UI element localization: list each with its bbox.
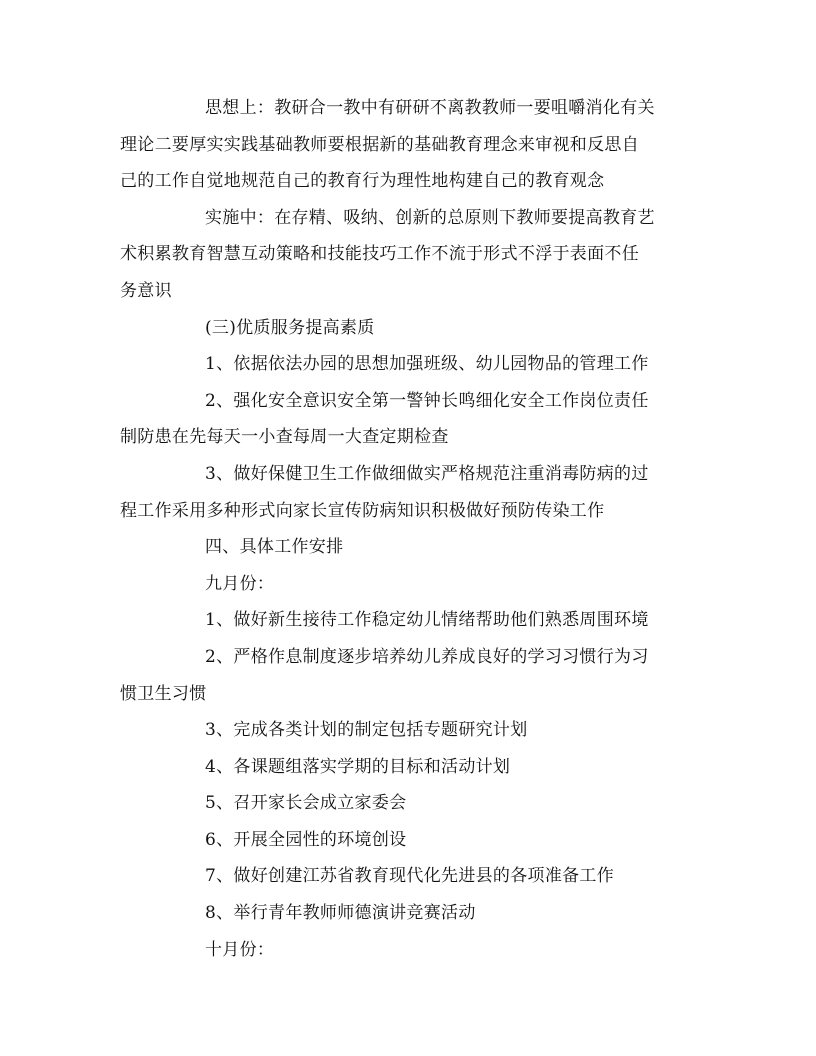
- list-item: 1、做好新生接待工作稳定幼儿情绪帮助他们熟悉周围环境: [205, 610, 649, 631]
- section-heading: 四、具体工作安排: [205, 537, 344, 558]
- month-heading: 九月份：: [205, 573, 275, 594]
- list-item: 1、依据依法办园的思想加强班级、幼儿园物品的管理工作: [205, 354, 649, 375]
- list-item: 4、各课题组落实学期的目标和活动计划: [205, 756, 511, 777]
- list-item-continuation: 程工作采用多种形式向家长宣传防病知识积极做好预防传染工作: [120, 500, 605, 521]
- paragraph-line: 术积累教育智慧互动策略和技能技巧工作不流于形式不浮于表面不任: [120, 244, 639, 265]
- list-item: 5、召开家长会成立家委会: [205, 793, 407, 814]
- list-item: 2、强化安全意识安全第一警钟长鸣细化安全工作岗位责任: [205, 390, 649, 411]
- list-item: 7、做好创建江苏省教育现代化先进县的各项准备工作: [205, 866, 615, 887]
- paragraph-line: 务意识: [120, 280, 172, 301]
- paragraph-line: 己的工作自觉地规范自己的教育行为理性地构建自己的教育观念: [120, 171, 605, 192]
- paragraph-line: 思想上：教研合一教中有研研不离教教师一要咀嚼消化有关: [205, 98, 655, 118]
- list-item: 6、开展全园性的环境创设: [205, 829, 407, 850]
- paragraph-line: 实施中：在存精、吸纳、创新的总原则下教师要提高教育艺: [205, 207, 655, 228]
- document-body: [120, 90, 695, 968]
- paragraph-line: 理论二要厚实实践基础教师要根据新的基础教育理念来审视和反思自: [120, 134, 639, 155]
- list-item: 3、完成各类计划的制定包括专题研究计划: [205, 720, 528, 741]
- section-heading: (三)优质服务提高素质: [205, 317, 375, 338]
- list-item-continuation: 惯卫生习惯: [120, 683, 207, 704]
- list-item: 8、举行青年教师师德演讲竞赛活动: [205, 903, 476, 924]
- list-item: 2、严格作息制度逐步培养幼儿养成良好的学习习惯行为习: [205, 646, 649, 667]
- list-item: 3、做好保健卫生工作做细做实严格规范注重消毒防病的过: [205, 463, 649, 484]
- list-item-continuation: 制防患在先每天一小查每周一大查定期检查: [120, 427, 449, 448]
- month-heading: 十月份：: [205, 939, 275, 960]
